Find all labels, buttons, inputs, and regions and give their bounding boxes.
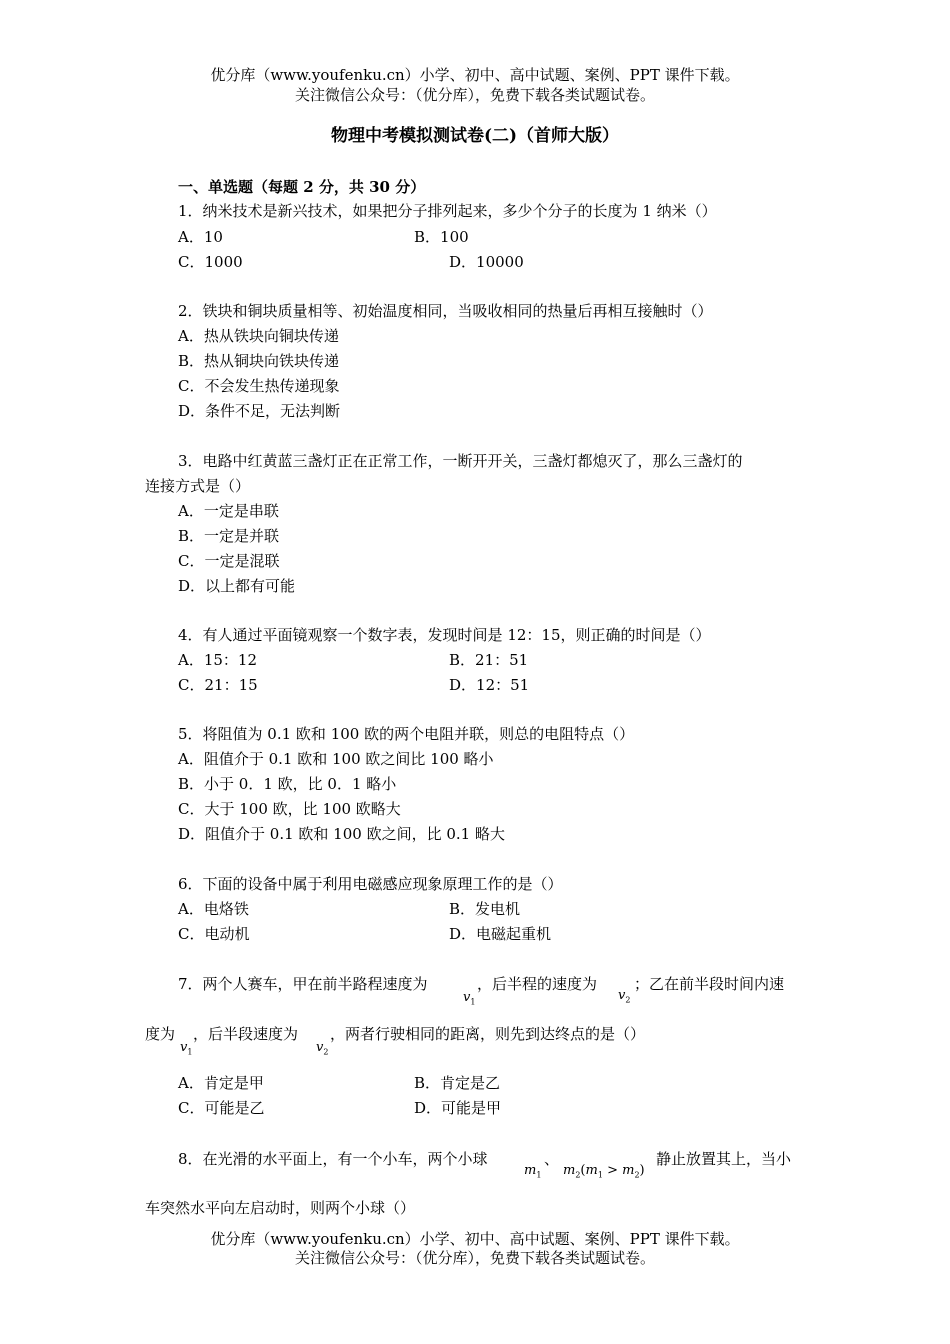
- header-line-2: 关注微信公众号：（优分库），免费下载各类试题试卷。: [294, 86, 655, 104]
- footer-line-1: 优分库（www.youfenku.cn）小学、初中、高中试题、案例、PPT 课件下载。: [210, 1230, 740, 1248]
- q7-option-d: D．可能是甲: [414, 1099, 502, 1117]
- q3-option-d: D．以上都有可能: [178, 577, 296, 595]
- q5-option-d: D．阻值介于 0.1 欧和 100 欧之间，比 0.1 略大: [178, 825, 505, 843]
- question-7-text-2: ，后半程的速度为: [477, 975, 598, 993]
- q2-option-d: D．条件不足，无法判断: [178, 402, 341, 420]
- header-line-1: 优分库（www.youfenku.cn）小学、初中、高中试题、案例、PPT 课件下载。: [210, 66, 740, 84]
- page-title: 物理中考模拟测试卷(二)（首师大版）: [330, 126, 620, 146]
- q1-option-b: B．100: [414, 228, 469, 246]
- q7-option-b: B．肯定是乙: [414, 1074, 501, 1092]
- q3-option-b: B．一定是并联: [178, 527, 280, 545]
- question-3-stem-line-1: 3．电路中红黄蓝三盏灯正在正常工作，一断开开关，三盏灯都熄灭了，那么三盏灯的: [178, 452, 743, 470]
- q2-option-c: C．不会发生热传递现象: [178, 377, 340, 395]
- q3-option-a: A．一定是串联: [178, 502, 279, 520]
- q5-option-b: B．小于 0．1 欧，比 0．1 略小: [178, 775, 397, 793]
- question-5-stem: 5．将阻值为 0.1 欧和 100 欧的两个电阻并联，则总的电阻特点（）: [178, 725, 635, 743]
- q3-option-c: C．一定是混联: [178, 552, 280, 570]
- q1-option-d: D．10000: [449, 253, 524, 271]
- q4-option-c: C．21：15: [178, 676, 258, 694]
- question-2-stem: 2．铁块和铜块质量相等、初始温度相同，当吸收相同的热量后再相互接触时（）: [178, 302, 713, 320]
- question-7-text-3: ；乙在前半段时间内速: [634, 975, 785, 993]
- math-m2-condition: $m_2(m_1 > m_2)$: [563, 1163, 645, 1180]
- question-8-text-3: 静止放置其上，当小: [656, 1150, 792, 1168]
- question-7-text-1: 7．两个人赛车，甲在前半路程速度为: [178, 975, 428, 993]
- q1-option-a: A．10: [178, 228, 223, 246]
- question-4-stem: 4．有人通过平面镜观察一个数字表，发现时间是 12：15，则正确的时间是（）: [178, 626, 711, 644]
- q4-option-b: B．21：51: [449, 651, 529, 669]
- section-heading: 一、单选题（每题 2 分，共 30 分）: [178, 178, 426, 196]
- question-1-stem: 1．纳米技术是新兴技术，如果把分子排列起来，多少个分子的长度为 1 纳米（）: [178, 202, 717, 220]
- q6-option-a: A．电烙铁: [178, 900, 249, 918]
- q5-option-c: C．大于 100 欧，比 100 欧略大: [178, 800, 401, 818]
- question-7-text-5: ，后半段速度为: [193, 1025, 299, 1043]
- q7-option-c: C．可能是乙: [178, 1099, 265, 1117]
- math-v1: $v_1$: [180, 1040, 193, 1057]
- q2-option-b: B．热从铜块向铁块传递: [178, 352, 340, 370]
- math-m1: $m_1$: [524, 1163, 542, 1180]
- question-8-text-4: 车突然水平向左启动时，则两个小球（）: [145, 1199, 416, 1217]
- q7-option-a: A．肯定是甲: [178, 1074, 264, 1092]
- footer-line-2: 关注微信公众号：（优分库），免费下载各类试题试卷。: [294, 1249, 655, 1267]
- q2-option-a: A．热从铁块向铜块传递: [178, 327, 339, 345]
- question-8-text-2: 、: [544, 1150, 560, 1168]
- q6-option-d: D．电磁起重机: [449, 925, 552, 943]
- q4-option-d: D．12：51: [449, 676, 530, 694]
- question-8-text-1: 8．在光滑的水平面上，有一个小车，两个小球: [178, 1150, 488, 1168]
- q1-option-c: C．1000: [178, 253, 243, 271]
- math-v2: $v_2$: [618, 988, 631, 1005]
- question-7-text-6: ，两者行驶相同的距离，则先到达终点的是（）: [330, 1025, 646, 1043]
- q6-option-b: B．发电机: [449, 900, 521, 918]
- q6-option-c: C．电动机: [178, 925, 250, 943]
- question-7-text-4: 度为: [145, 1025, 176, 1043]
- q5-option-a: A．阻值介于 0.1 欧和 100 欧之间比 100 略小: [178, 750, 494, 768]
- question-3-stem-line-2: 连接方式是（）: [145, 477, 251, 495]
- math-v2: $v_2$: [316, 1040, 329, 1057]
- q4-option-a: A．15：12: [178, 651, 258, 669]
- question-6-stem: 6．下面的设备中属于利用电磁感应现象原理工作的是（）: [178, 875, 563, 893]
- math-v1: $v_1$: [463, 990, 476, 1007]
